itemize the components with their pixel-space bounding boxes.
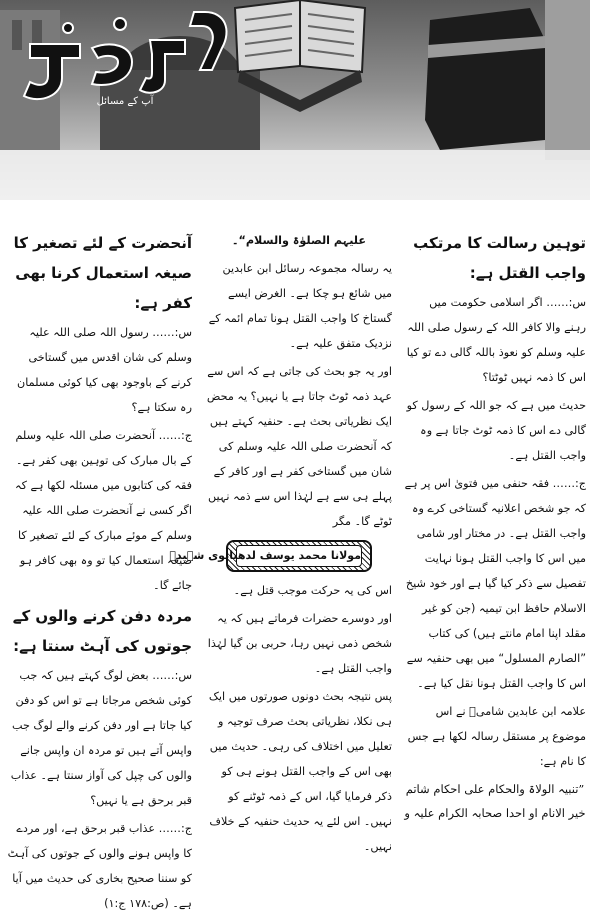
header-banner xyxy=(0,0,590,200)
kaaba xyxy=(425,8,545,150)
book-title: ”تنبیہ الولاۃ والحکام علی احکام شاتم خیر الانام او احدا صحابہ الکرام علیہ و xyxy=(404,782,586,820)
paragraph: ج:…… آنحضرت صلی اللہ علیہ وسلم کے بال مبارک کی توہین بھی کفر ہے۔ فقہ کی کتابوں میں مسئلہ لکھا ہے کہ اگر کسی نے آنحضرت صلی اللہ علیہ وسلم کے موئے مبارک کے لئے تصغیر کا صیغہ استعمال کیا تو وہ بھی کافر ہو جائے گا۔ xyxy=(15,429,192,592)
paragraph: اس کی یہ حرکت موجب قتل ہے۔ xyxy=(233,584,392,597)
author-byline: مولانا محمد یوسف لدھیانوی شہیدؒ xyxy=(236,545,362,567)
book-right-page xyxy=(300,0,365,72)
paragraph: حدیث میں ہے کہ جو اللہ کے رسول کو گالی دے اس کا ذمہ ٹوٹ جاتا ہے وہ واجب القتل ہے۔ xyxy=(406,399,586,462)
paragraph: س:…… بعض لوگ کہتے ہیں کہ جب کوئی شخص مرجاتا ہے تو اس کو دفن کیا جاتا ہے اور دفن کرنے والے لوگ جب واپس آتے ہیں تو مردہ ان واپس جانے والوں کی چپل کی آواز سنتا ہے۔ عذاب قبر برحق ہے یا نہیں؟ xyxy=(10,669,192,807)
continuation-line: علیہم الصلوٰۃ والسلام“۔ xyxy=(231,234,367,247)
section-heading-blasphemy: توہین رسالت کا مرتکب واجب القتل ہے: xyxy=(413,234,586,282)
paragraph: اور یہ جو بحث کی جاتی ہے کہ اس سے عہد ذمہ ٹوٹ جاتا ہے یا نہیں؟ یہ محض ایک نظریاتی بحث ہے۔ حنفیہ کہتے ہیں کہ آنحضرت صلی اللہ علیہ وسلم کی شان میں گستاخی کفر ہے اور کافر کے پہلے ہی سے ہے لہٰذا اس سے ذمہ نہیں ٹوٹے گا۔ مگر xyxy=(206,365,392,528)
title-logo xyxy=(0,0,250,110)
paragraph: س:…… رسول اللہ صلی اللہ علیہ وسلم کی شان اقدس میں گستاخی کرنے کے باوجود بھی کیا کوئی مسلمان رہ سکتا ہے؟ xyxy=(16,326,192,414)
column-left xyxy=(6,228,192,910)
section-heading-diminutive: آنحضرت کے لئے تصغیر کا صیغہ استعمال کرنا بھی کفر ہے: xyxy=(13,234,192,312)
paragraph: ج:…… فقہ حنفی میں فتویٰ اس پر ہے کہ جو شخص اعلانیہ گستاخی کرے وہ واجب القتل ہے۔ در مختار اور شامی میں اس کا واجب القتل ہونا نہایت تفصیل سے ذکر کیا گیا ہے اور خود شیخ الاسلام حافظ ابن تیمیہ (جن کو غیر مقلد اپنا امام مانتے ہیں) کی کتاب ”الصارم المسلول“ میں بھی حنفیہ سے اس کا واجب القتل ہونا نقل کیا ہے۔ xyxy=(404,477,586,690)
paragraph: س:…… اگر اسلامی حکومت میں رہنے والا کافر اللہ کے رسول صلی اللہ علیہ وسلم کو نعوذ باللہ گالی دے تو کیا اس کا ذمہ نہیں ٹوٹتا؟ xyxy=(406,296,586,384)
paragraph: ج:…… عذاب قبر برحق ہے، اور مردے کا واپس ہونے والوں کے جوتوں کی آہٹ کو سننا صحیح بخاری کی حدیث میں آیا ہے۔ (ص:۱۷۸ ج:۱) xyxy=(7,822,192,910)
paragraph: اور دوسرے حضرات فرماتے ہیں کہ یہ شخص ذمی نہیں رہا، حربی بن گیا لہٰذا واجب القتل ہے۔ xyxy=(207,612,392,675)
author-byline-frame xyxy=(169,540,372,572)
column-right xyxy=(404,228,586,830)
paragraph: یہ رسالہ مجموعہ رسائل ابن عابدین میں شائع ہو چکا ہے۔ الغرض ایسے گستاخ کا واجب القتل ہونا تمام ائمہ کے نزدیک متفق علیہ ہے۔ xyxy=(208,262,392,350)
section-heading-burial: مردہ دفن کرنے والوں کے جوتوں کی آہٹ سنتا ہے: xyxy=(12,607,192,655)
paragraph: پس نتیجہ بحث دونوں صورتوں میں ایک ہی نکلا، نظریاتی بحث صرف توجیہ و تعلیل میں اختلاف کی رہی۔ حدیث میں بھی اس کے واجب القتل ہونے ہی کو ذکر فرمایا گیا، اس کے ذمہ ٹوٹنے کو نہیں۔ اس لئے یہ حدیث حنفیہ کے خلاف نہیں۔ xyxy=(208,690,392,853)
paragraph: علامہ ابن عابدین شامیؒ نے اس موضوع پر مستقل رسالہ لکھا ہے جس کا نام ہے: xyxy=(407,705,586,768)
background-right xyxy=(545,0,590,160)
column-middle xyxy=(169,228,392,853)
title-logo-text: آپ کے مسائل xyxy=(96,96,154,107)
